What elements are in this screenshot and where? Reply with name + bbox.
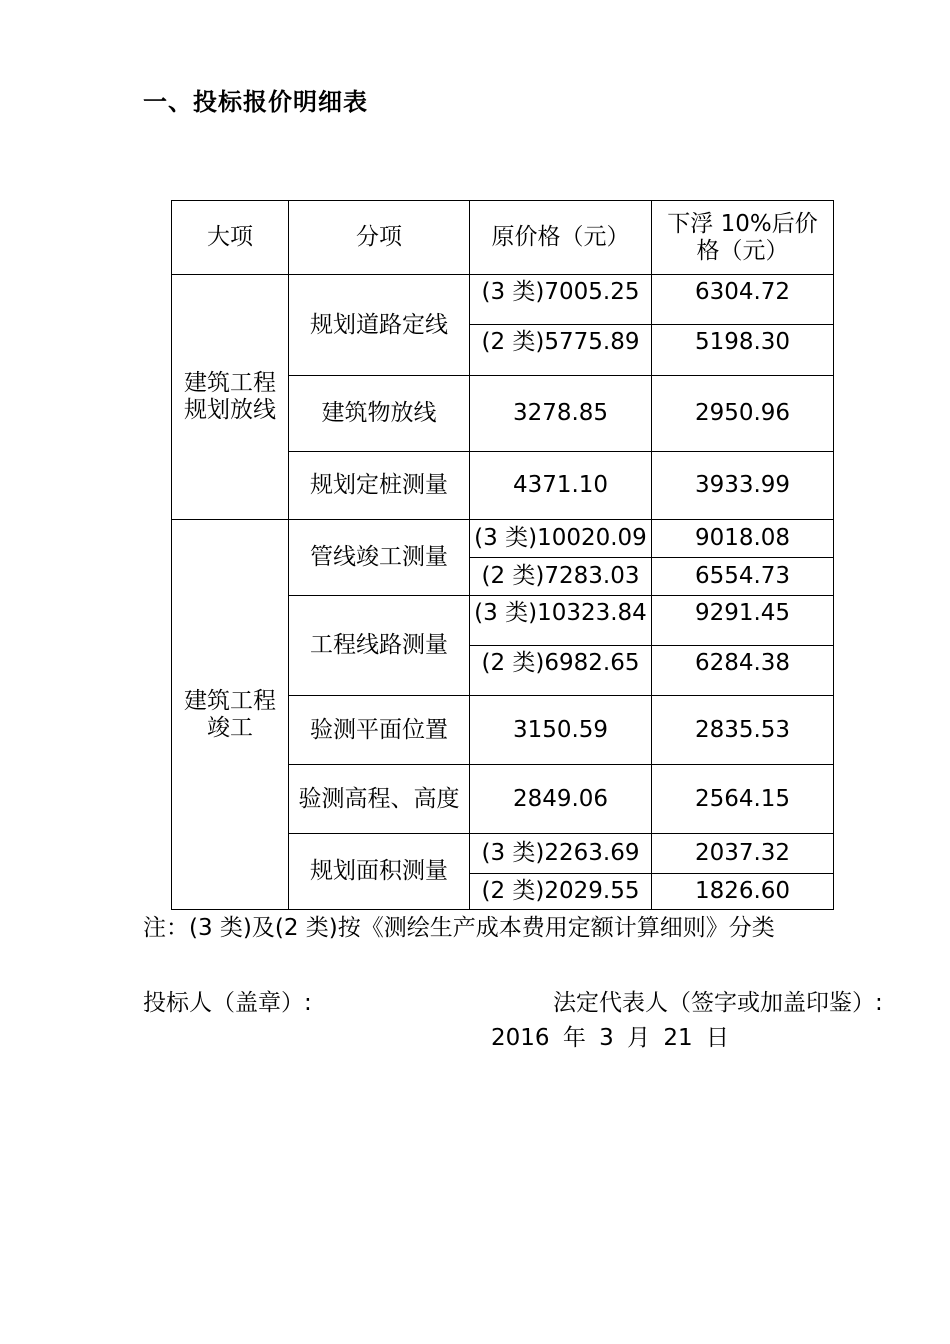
original-price-cell: (2 类)7283.03 <box>470 558 652 596</box>
header-item: 分项 <box>289 201 470 275</box>
header-discounted-price: 下浮 10%后价格（元） <box>652 201 834 275</box>
page-title: 一、投标报价明细表 <box>143 88 368 116</box>
original-price-cell: 4371.10 <box>470 452 652 520</box>
item-cell: 建筑物放线 <box>289 376 470 452</box>
original-price-cell: 3278.85 <box>470 376 652 452</box>
original-price-cell: (3 类)2263.69 <box>470 834 652 874</box>
original-price-cell: 2849.06 <box>470 765 652 834</box>
discounted-price-cell: 3933.99 <box>652 452 834 520</box>
item-cell: 验测平面位置 <box>289 696 470 765</box>
item-cell: 规划定桩测量 <box>289 452 470 520</box>
header-original-price: 原价格（元） <box>470 201 652 275</box>
table-header-row <box>172 201 834 275</box>
discounted-price-cell: 5198.30 <box>652 325 834 376</box>
item-cell: 验测高程、高度 <box>289 765 470 834</box>
original-price-cell: (2 类)2029.55 <box>470 874 652 910</box>
original-price-cell: 3150.59 <box>470 696 652 765</box>
table-note: 注：(3 类)及(2 类)按《测绘生产成本费用定额计算细则》分类 <box>143 915 775 941</box>
item-cell: 管线竣工测量 <box>289 520 470 596</box>
item-cell: 规划道路定线 <box>289 275 470 376</box>
discounted-price-cell: 2037.32 <box>652 834 834 874</box>
item-cell: 规划面积测量 <box>289 834 470 910</box>
table-row <box>172 520 834 558</box>
table-row <box>172 275 834 325</box>
price-detail-table <box>171 200 834 910</box>
original-price-cell: (3 类)10323.84 <box>470 596 652 646</box>
discounted-price-cell: 1826.60 <box>652 874 834 910</box>
discounted-price-cell: 2564.15 <box>652 765 834 834</box>
original-price-cell: (3 类)7005.25 <box>470 275 652 325</box>
discounted-price-cell: 6554.73 <box>652 558 834 596</box>
discounted-price-cell: 9018.08 <box>652 520 834 558</box>
item-cell: 工程线路测量 <box>289 596 470 696</box>
original-price-cell: (3 类)10020.09 <box>470 520 652 558</box>
discounted-price-cell: 9291.45 <box>652 596 834 646</box>
category-cell: 建筑工程规划放线 <box>172 275 289 520</box>
legal-representative-label: 法定代表人（签字或加盖印鉴）: <box>553 990 883 1016</box>
discounted-price-cell: 6284.38 <box>652 646 834 696</box>
original-price-cell: (2 类)5775.89 <box>470 325 652 376</box>
bidder-seal-label: 投标人（盖章）: <box>143 990 312 1016</box>
signing-date: 2016 年 3 月 21 日 <box>491 1025 729 1051</box>
discounted-price-cell: 6304.72 <box>652 275 834 325</box>
header-category: 大项 <box>172 201 289 275</box>
category-cell: 建筑工程竣工 <box>172 520 289 910</box>
discounted-price-cell: 2835.53 <box>652 696 834 765</box>
discounted-price-cell: 2950.96 <box>652 376 834 452</box>
original-price-cell: (2 类)6982.65 <box>470 646 652 696</box>
